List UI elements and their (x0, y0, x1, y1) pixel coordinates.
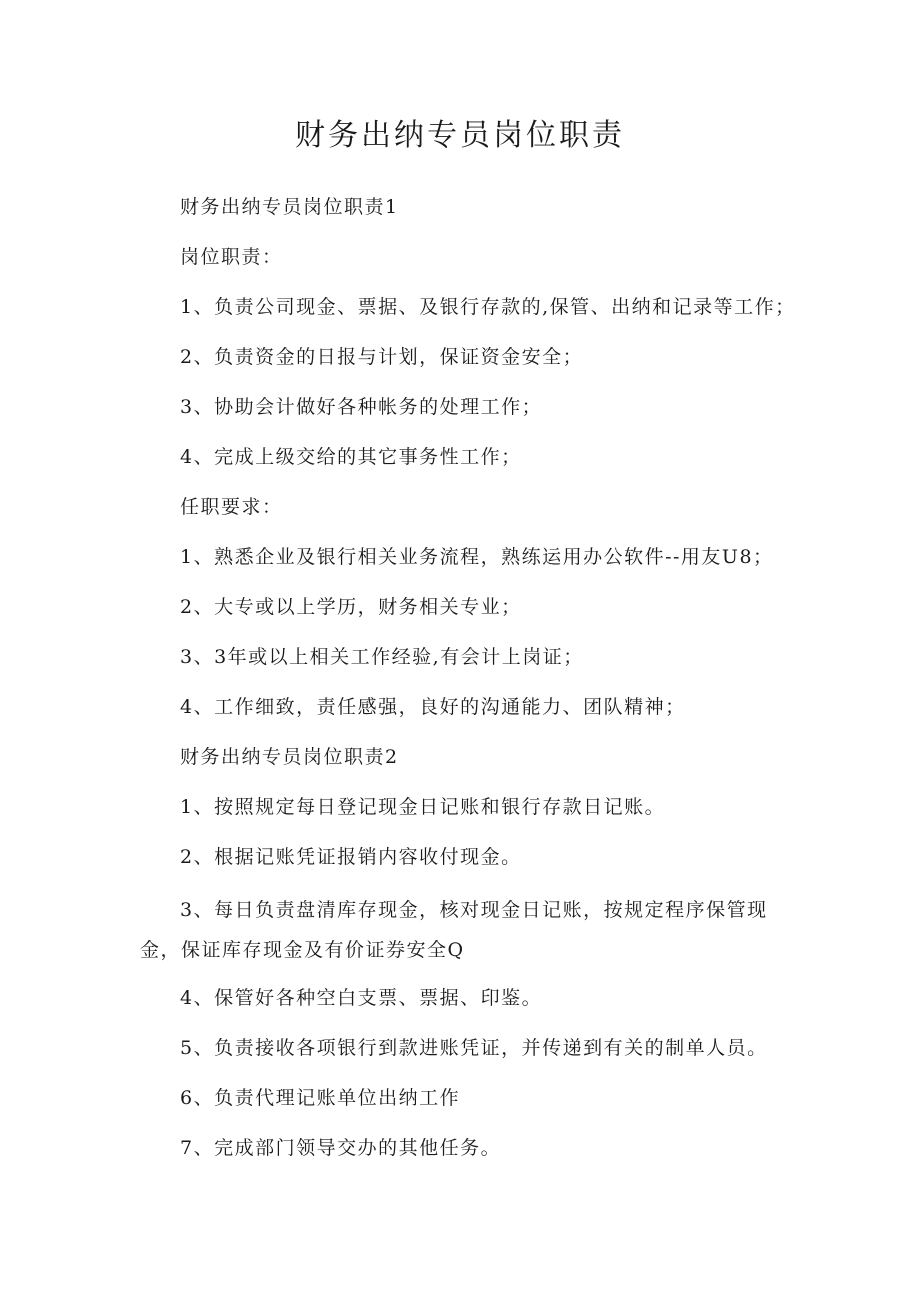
section2-item: 5、负责接收各项银行到款进账凭证，并传递到有关的制单人员。 (180, 1037, 768, 1059)
section2-item: 6、负责代理记账单位出纳工作 (180, 1087, 461, 1109)
section2-item: 3、每日负责盘清库存现金，核对现金日记账，按规定程序保管现金，保证库存现金及有价证券安全Q (140, 899, 768, 961)
section1-heading: 财务出纳专员岗位职责1 (180, 196, 399, 218)
requirements-label: 任职要求： (180, 496, 283, 518)
duty-item: 1、负责公司现金、票据、及银行存款的,保管、出纳和记录等工作； (180, 296, 796, 318)
duty-item: 4、完成上级交给的其它事务性工作； (180, 446, 522, 468)
section2-item: 2、根据记账凭证报销内容收付现金。 (180, 846, 522, 868)
requirement-item: 1、熟悉企业及银行相关业务流程，熟练运用办公软件--用友U8； (180, 546, 774, 568)
requirement-item: 4、工作细致，责任感强，良好的沟通能力、团队精神； (180, 696, 686, 718)
requirement-item: 2、大专或以上学历，财务相关专业； (180, 596, 522, 618)
section2-item: 4、保管好各种空白支票、票据、印鉴。 (180, 987, 543, 1009)
duty-item: 3、协助会计做好各种帐务的处理工作； (180, 396, 543, 418)
duties-label: 岗位职责： (180, 246, 283, 268)
section2-item: 7、完成部门领导交办的其他任务。 (180, 1137, 502, 1159)
requirement-item: 3、3年或以上相关工作经验,有会计上岗证； (180, 646, 584, 668)
section2-heading: 财务出纳专员岗位职责2 (180, 746, 399, 768)
document-title: 财务出纳专员岗位职责 (295, 118, 625, 153)
duty-item: 2、负责资金的日报与计划，保证资金安全； (180, 346, 584, 368)
section2-item: 1、按照规定每日登记现金日记账和银行存款日记账。 (180, 796, 666, 818)
